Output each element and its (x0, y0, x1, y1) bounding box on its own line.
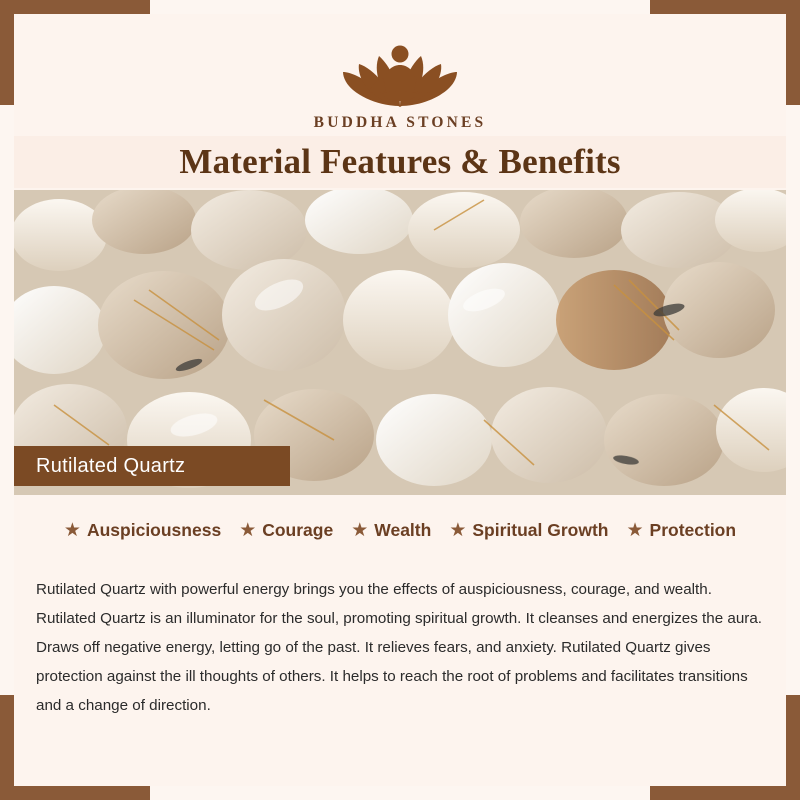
stone-label-text: Rutilated Quartz (36, 454, 186, 477)
star-icon: ★ (63, 520, 81, 541)
list-item (440, 520, 617, 541)
star-icon: ★ (351, 520, 369, 541)
benefit-label: Courage (262, 520, 334, 540)
list-item (342, 520, 440, 541)
benefit-label: Protection (649, 520, 737, 540)
list-item (230, 520, 342, 541)
benefit-label: Wealth (374, 520, 432, 540)
page-title: Material Features & Benefits (179, 142, 621, 181)
brand-logo-block (0, 20, 800, 132)
star-icon: ★ (239, 520, 257, 541)
description-text: Rutilated Quartz with powerful energy brings you the effects of auspiciousness, courage, and wealth. Rutilated Quartz is an illuminator for the soul, promoting spiritual growth. It cleanses and energizes the aura. Draws off negative energy, letting go of the past. It relieves fears, and anxiety. Rutilated Quartz gives protection against the ill thoughts of others. It helps to reach the root of problems and facilitates transitions and a change of direction. (36, 581, 762, 715)
brand-name: BUDDHA STONES (313, 114, 487, 131)
benefit-label: Spiritual Growth (472, 520, 609, 540)
list-item (617, 520, 745, 541)
benefit-label: Auspiciousness (86, 520, 222, 540)
title-band (14, 136, 786, 188)
star-icon: ★ (449, 520, 467, 541)
lotus-meditation-figure-icon (325, 20, 475, 112)
benefits-list (14, 520, 786, 541)
status-badge (14, 446, 290, 486)
list-item (55, 520, 230, 541)
star-icon: ★ (626, 520, 644, 541)
